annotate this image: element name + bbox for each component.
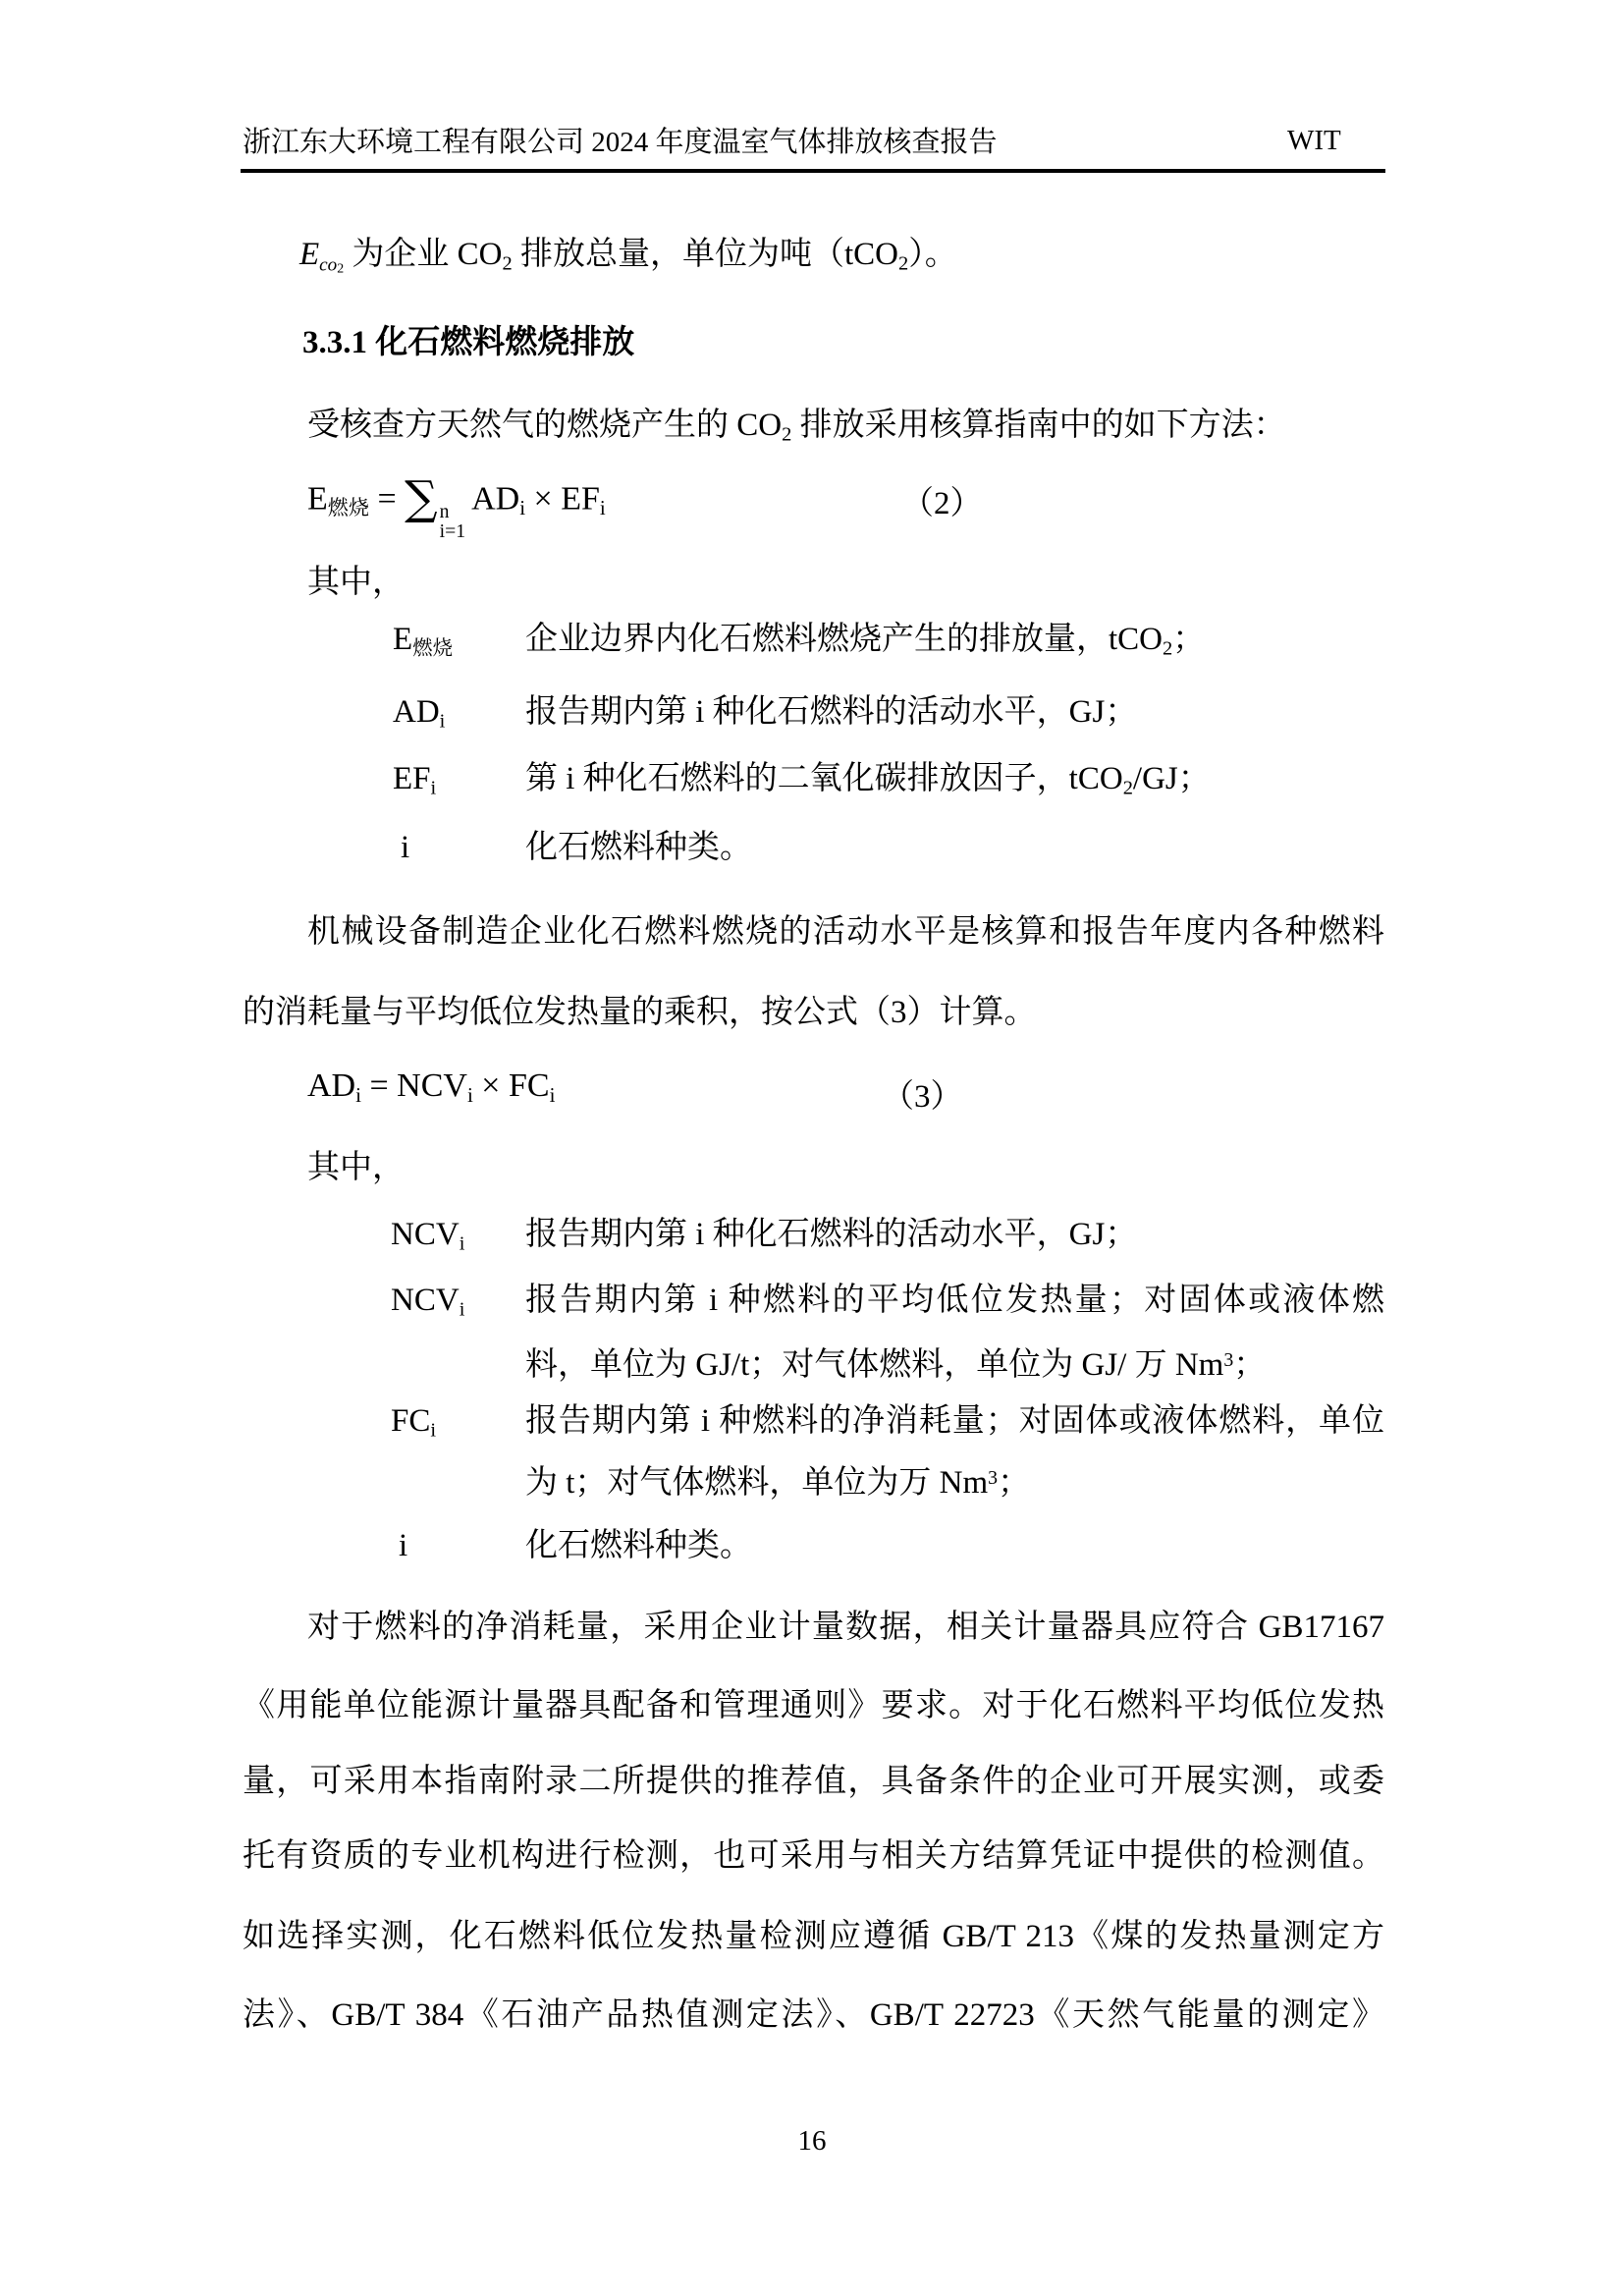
paragraph-activity-line-1: 机械设备制造企业化石燃料燃烧的活动水平是核算和报告年度内各种燃料	[307, 914, 1384, 950]
page-header-title: 浙江东大环境工程有限公司 2024 年度温室气体排放核查报告	[243, 127, 998, 158]
formula-3-expression: ADi = NCVi × FCi	[307, 1067, 556, 1107]
def-text-ncv-1: 报告期内第 i 种化石燃料的活动水平，GJ；	[525, 1217, 1138, 1252]
formula-3-number: （3）	[882, 1079, 963, 1115]
paragraph-fuel-line-4: 托有资质的专业机构进行检测，也可采用与相关方结算凭证中提供的检测值。	[243, 1838, 1384, 1874]
def-term-i: i	[401, 830, 410, 865]
paragraph-fuel-line-6: 法》、GB/T 384《石油产品热值测定法》、GB/T 22723《天然气能量的测定》	[243, 1997, 1384, 2033]
page-number: 16	[797, 2125, 827, 2157]
paragraph-fuel-line-3: 量，可采用本指南附录二所提供的推荐值，具备条件的企业可开展实测，或委	[243, 1764, 1384, 1799]
paragraph-fuel-line-1: 对于燃料的净消耗量，采用企业计量数据，相关计量器具应符合 GB17167	[307, 1610, 1384, 1645]
def-text-fc: 报告期内第 i 种燃料的净消耗量；对固体或液体燃料，单位	[525, 1403, 1384, 1439]
def-term-ad: ADi	[393, 694, 446, 733]
header-logo-wit: WIT	[1287, 125, 1341, 156]
method-intro-line: 受核查方天然气的燃烧产生的 CO2 排放采用核算指南中的如下方法：	[307, 408, 1286, 446]
def-text-fc-cont: 为 t；对气体燃料，单位为万 Nm$^3$；	[525, 1465, 1031, 1501]
def-term-ef: EFi	[393, 761, 437, 799]
def-term-ncv-2: NCVi	[391, 1283, 465, 1321]
def-term-i-2: i	[399, 1528, 408, 1563]
where-label-2: 其中，	[307, 1150, 405, 1185]
formula-2-number: （2）	[901, 486, 983, 521]
def-term-e-combustion: E燃烧	[393, 622, 454, 660]
def-text-i: 化石燃料种类。	[525, 830, 752, 865]
def-text-i-2: 化石燃料种类。	[525, 1528, 752, 1563]
def-text-ef: 第 i 种化石燃料的二氧化碳排放因子，tCO2/GJ；	[525, 761, 1211, 799]
paragraph-fuel-line-2: 《用能单位能源计量器具配备和管理通则》要求。对于化石燃料平均低位发热	[243, 1688, 1384, 1723]
def-term-ncv-1: NCVi	[391, 1217, 465, 1255]
where-label-1: 其中，	[307, 565, 405, 600]
intro-line: Eco$_2$ 为企业 CO2 排放总量，单位为吨（tCO2）。	[299, 237, 957, 276]
def-term-fc: FCi	[391, 1403, 437, 1442]
paragraph-activity-line-2: 的消耗量与平均低位发热量的乘积，按公式（3）计算。	[243, 995, 1037, 1030]
def-text-e-combustion: 企业边界内化石燃料燃烧产生的排放量，tCO2；	[525, 622, 1206, 660]
def-text-ad: 报告期内第 i 种化石燃料的活动水平，GJ；	[525, 694, 1138, 730]
def-text-ncv-2-cont: 料，单位为 GJ/t；对气体燃料，单位为 GJ/ 万 Nm$^3$；	[525, 1347, 1267, 1383]
section-heading-3-3-1: 3.3.1 化石燃料燃烧排放	[302, 325, 635, 360]
def-text-ncv-2: 报告期内第 i 种燃料的平均低位发热量；对固体或液体燃	[525, 1283, 1384, 1318]
paragraph-fuel-line-5: 如选择实测，化石燃料低位发热量检测应遵循 GB/T 213《煤的发热量测定方	[243, 1919, 1384, 1954]
header-divider-rule	[241, 169, 1385, 173]
formula-2-expression: E燃烧 = ∑ n i=1 ADi × EFi	[307, 471, 606, 543]
